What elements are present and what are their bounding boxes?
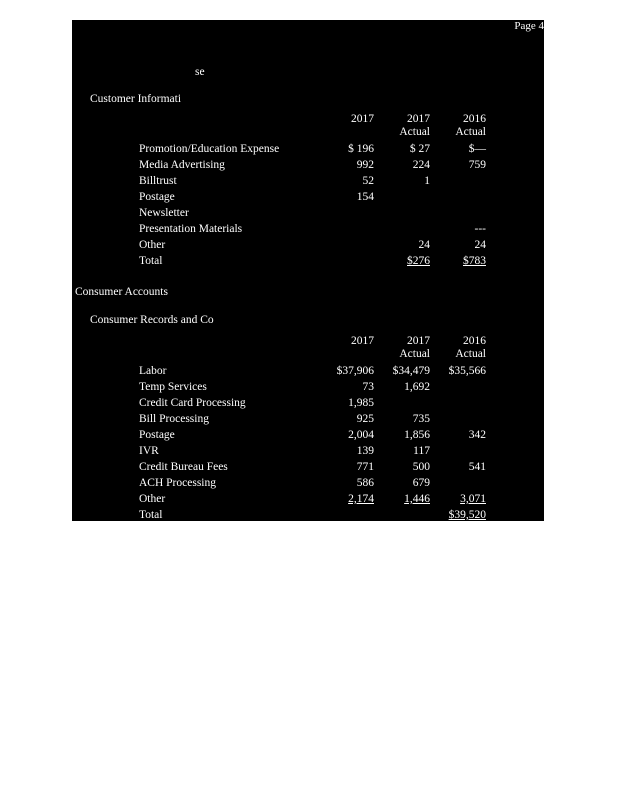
table-row-label: Media Advertising <box>139 159 225 171</box>
table-row-label: Credit Card Processing <box>139 397 246 409</box>
table-row-label: IVR <box>139 445 159 457</box>
section2-title: Consumer Accounts <box>75 286 168 298</box>
page-label: Page 4 <box>514 20 544 32</box>
table-row-label: Presentation Materials <box>139 223 243 235</box>
scanned-page-panel <box>72 20 544 521</box>
table-row-label: Promotion/Education Expense <box>139 143 280 155</box>
table-cell: 154 <box>356 191 374 203</box>
table-row-label: Bill Processing <box>139 413 209 425</box>
section2-header-col3-line2: Actual <box>455 348 486 360</box>
table-cell: 24 <box>474 239 486 251</box>
fragment-label: se <box>195 66 205 78</box>
table-cell: 224 <box>412 159 430 171</box>
section1-title: Customer Informati <box>90 93 182 105</box>
table-row-label: Newsletter <box>139 207 189 219</box>
table-cell: 759 <box>468 159 486 171</box>
table-row-label: Labor <box>139 365 167 377</box>
table-cell: $ 27 <box>409 143 430 155</box>
table-cell: 1 <box>424 175 430 187</box>
table-cell: 52 <box>362 175 374 187</box>
table-cell: $34,479 <box>392 365 430 377</box>
table-row-label: Postage <box>139 429 175 441</box>
table-cell: $783 <box>463 255 486 267</box>
section1-header-col2-line1: 2017 <box>407 113 430 125</box>
section1-header-col3-line2: Actual <box>455 126 486 138</box>
table-cell: 1,985 <box>348 397 374 409</box>
table-row-label: Other <box>139 239 166 251</box>
table-cell: 992 <box>356 159 374 171</box>
table-cell: $— <box>468 143 486 155</box>
section2-header-col2-line2: Actual <box>399 348 430 360</box>
table-cell: $ 196 <box>348 143 374 155</box>
section2-subtitle: Consumer Records and Co <box>90 314 214 326</box>
table-cell: $37,906 <box>336 365 374 377</box>
table-cell: 541 <box>468 461 486 473</box>
section1-header-col1: 2017 <box>351 113 374 125</box>
table-row-label: ACH Processing <box>139 477 216 489</box>
table-cell: 925 <box>356 413 374 425</box>
table-cell: 771 <box>356 461 374 473</box>
table-cell: --- <box>474 223 486 235</box>
table-cell: 342 <box>468 429 486 441</box>
section2-header-col1: 2017 <box>351 335 374 347</box>
table-cell: 500 <box>412 461 430 473</box>
table-cell: 1,692 <box>404 381 430 393</box>
table-row-label: Postage <box>139 191 175 203</box>
section2-header-col3-line1: 2016 <box>463 335 486 347</box>
table-row-label: Total <box>139 509 163 521</box>
table-cell: 73 <box>362 381 374 393</box>
table-cell: 586 <box>356 477 374 489</box>
section1-header-col3-line1: 2016 <box>463 113 486 125</box>
table-cell: 1,856 <box>404 429 430 441</box>
table-cell: 117 <box>413 445 430 457</box>
table-row-label: Billtrust <box>139 175 177 187</box>
table-cell: 679 <box>412 477 430 489</box>
table-cell: 2,174 <box>348 493 374 505</box>
table-row-label: Temp Services <box>139 381 207 393</box>
table-cell: $39,520 <box>448 509 486 521</box>
table-cell: 24 <box>418 239 430 251</box>
table-cell: 2,004 <box>348 429 374 441</box>
table-cell: $35,566 <box>448 365 486 377</box>
section2-header-col2-line1: 2017 <box>407 335 430 347</box>
table-cell: 1,446 <box>404 493 430 505</box>
section1-header-col2-line2: Actual <box>399 126 430 138</box>
table-cell: 735 <box>412 413 430 425</box>
table-cell: 3,071 <box>460 493 486 505</box>
table-cell: $276 <box>407 255 430 267</box>
table-row-label: Total <box>139 255 163 267</box>
table-row-label: Credit Bureau Fees <box>139 461 228 473</box>
table-row-label: Other <box>139 493 166 505</box>
table-cell: 139 <box>356 445 374 457</box>
